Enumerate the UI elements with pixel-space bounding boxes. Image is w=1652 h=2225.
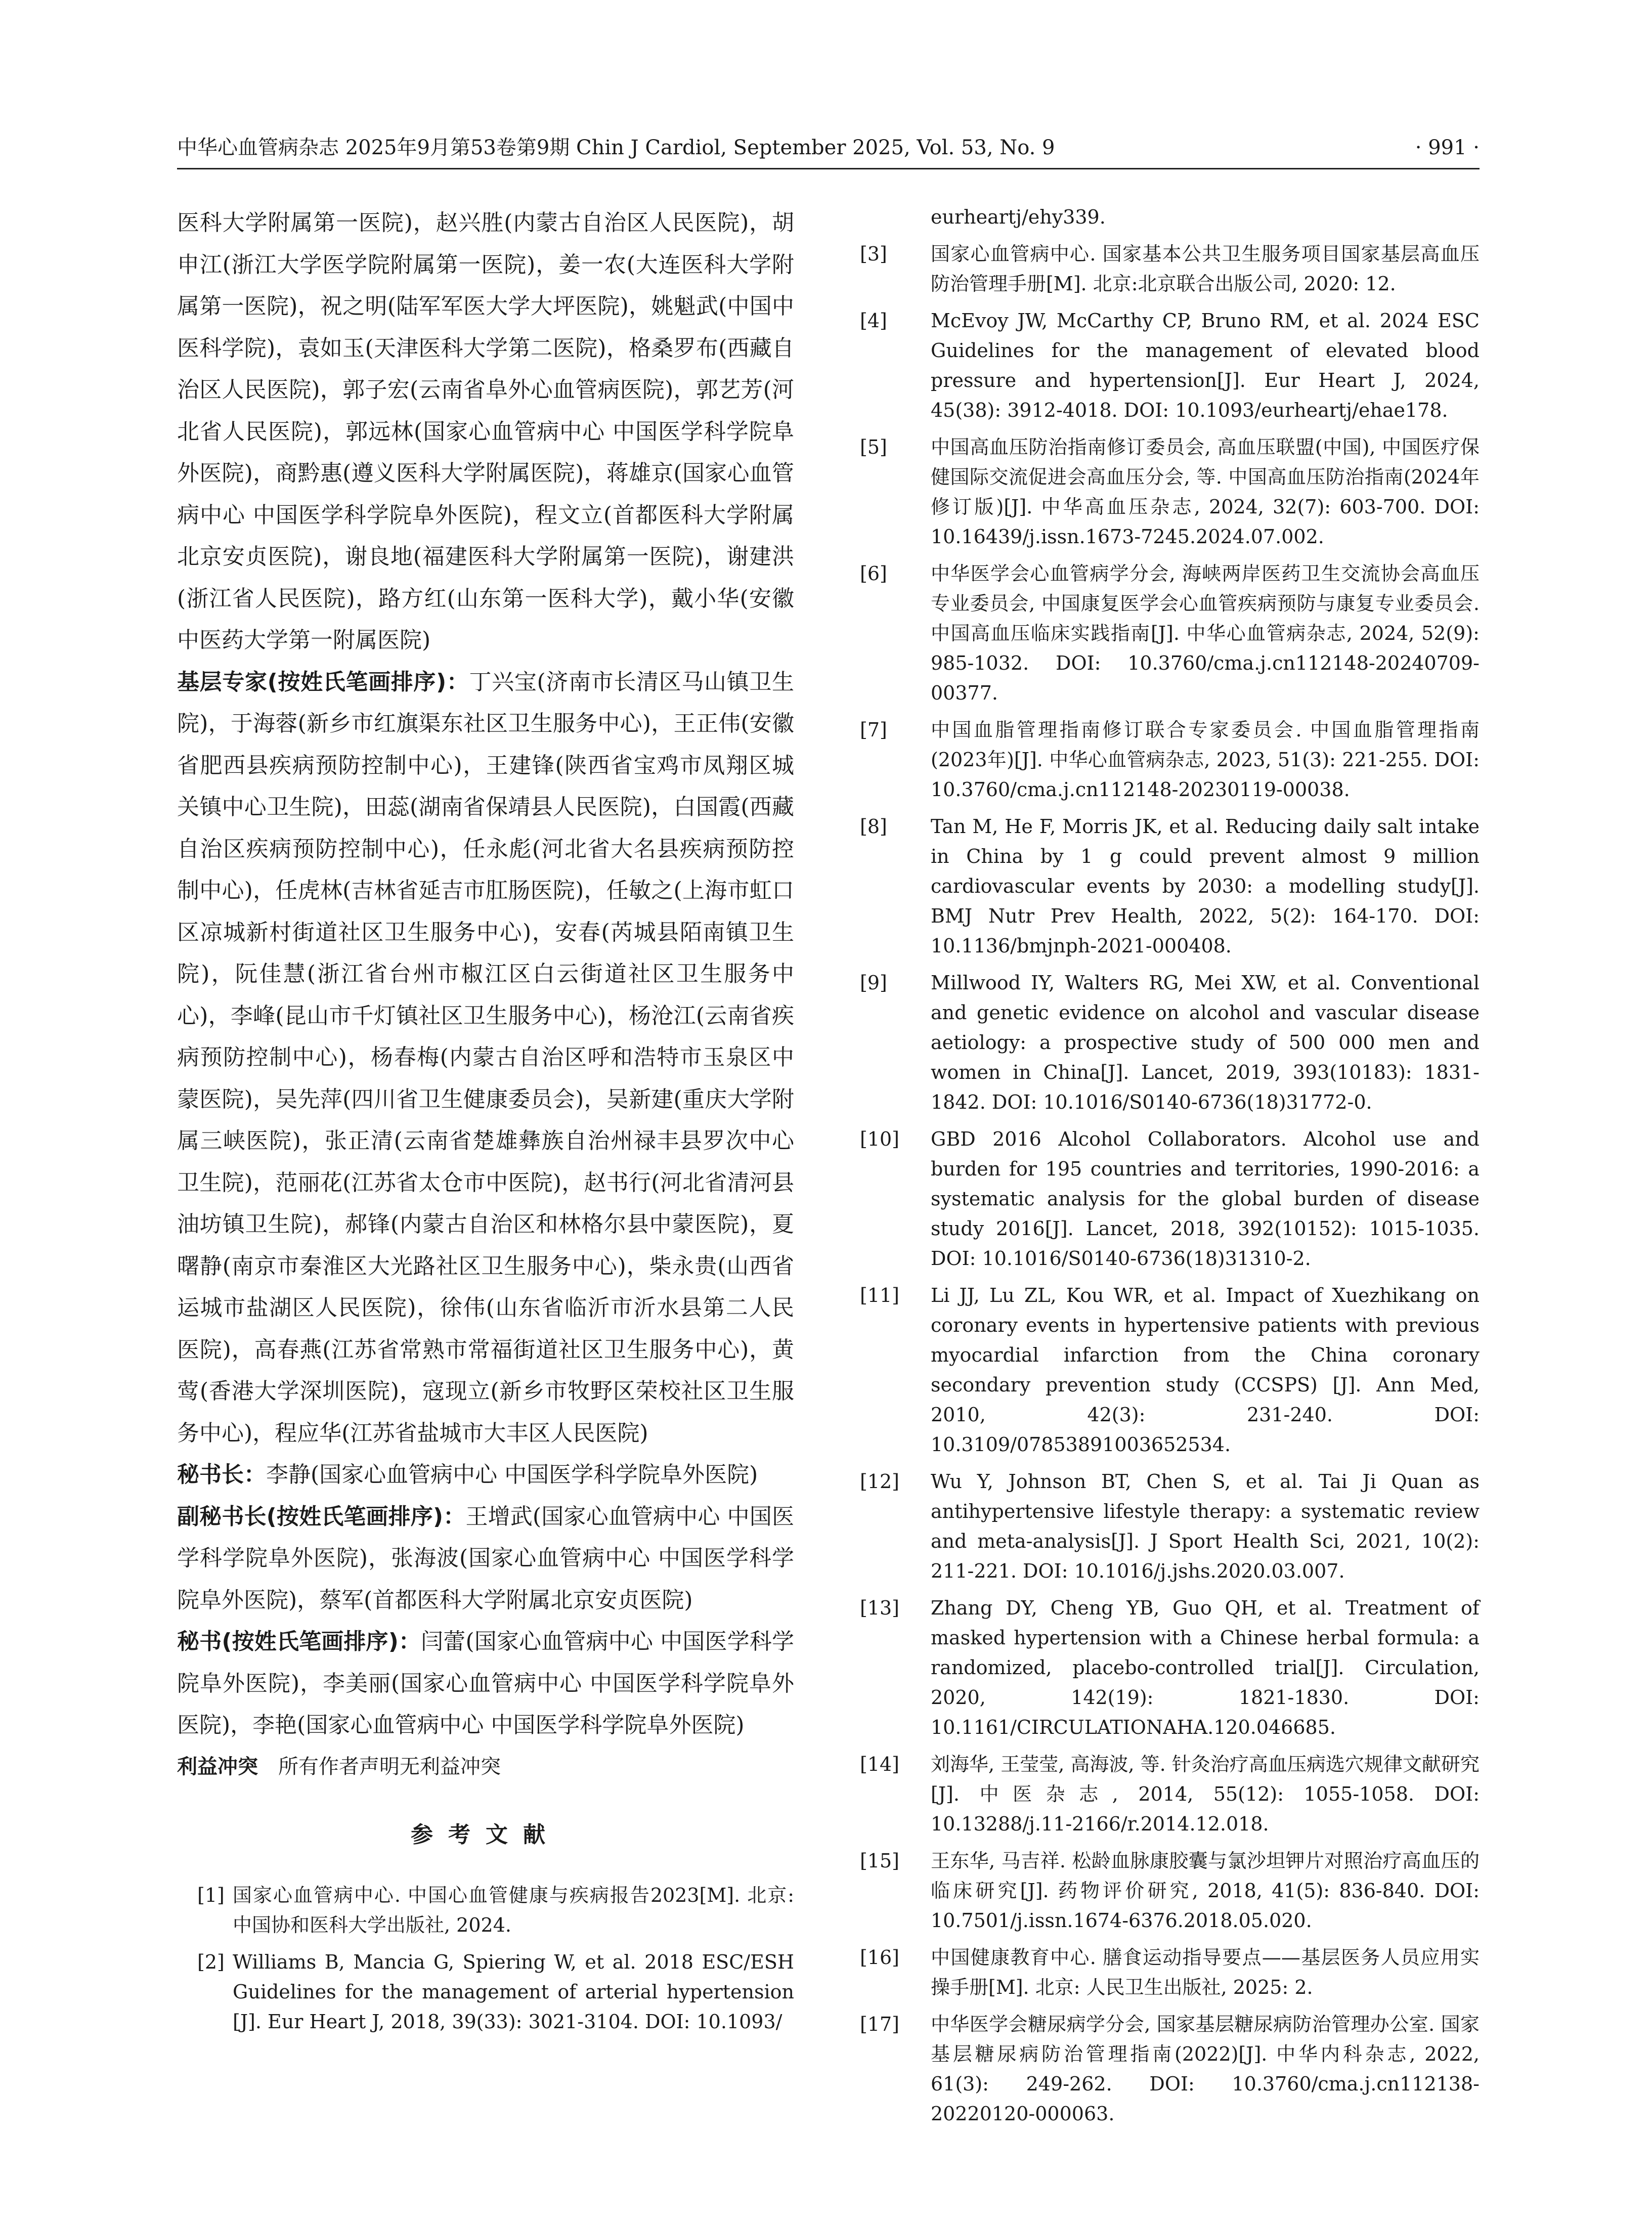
right-column (860, 202, 1480, 2136)
reference-number: [17] (860, 2013, 900, 2035)
reference-text: eurheartj/ehy339. (931, 206, 1106, 228)
reference-item (860, 239, 1480, 299)
running-header (177, 133, 1480, 163)
reference-number: [10] (860, 1128, 900, 1150)
reference-number: [4] (860, 310, 887, 332)
reference-item (177, 1947, 794, 2037)
grassroots-text: 丁兴宝(济南市长清区马山镇卫生院)，于海蓉(新乡市红旗渠东社区卫生服务中心)，王正伟(安徽省肥西县疾病预防控制中心)，王建锋(陕西省宝鸡市凤翔区城关镇中心卫生院)，田蕊(湖南省保靖县人民医院)，白国霞(西藏自治区疾病预防控制中心)，任永彪(河北省大名县疾病预防控制中心)，任虎林(吉林省延吉市肛肠医院)，任敏之(上海市虹口区凉城新村街道社区卫生服务中心)，安春(芮城县陌南镇卫生院)，阮佳慧(浙江省台州市椒江区白云街道社区卫生服务中心)，李峰(昆山市千灯镇社区卫生服务中心)，杨沧江(云南省疾病预防控制中心)，杨春梅(内蒙古自治区呼和浩特市玉泉区中蒙医院)，吴先萍(四川省卫生健康委员会)，吴新建(重庆大学附属三峡医院)，张正清(云南省楚雄彝族自治州禄丰县罗次中心卫生院)，范丽花(江苏省太仓市中医院)，赵书行(河北省清河县油坊镇卫生院)，郝锋(内蒙古自治区和林格尔县中蒙医院)，夏曙静(南京市秦淮区大光路社区卫生服务中心)，柴永贵(山西省运城市盐湖区人民医院)，徐伟(山东省临沂市沂水县第二人民医院)，高春燕(江苏省常熟市常福街道社区卫生服务中心)，黄莺(香港大学深圳医院)，寇现立(新乡市牧野区荣校社区卫生服务中心)，程应华(江苏省盐城市大丰区人民医院) (177, 669, 795, 1446)
references-title: 参考文献 (411, 1821, 560, 1848)
reference-text: 王东华, 马吉祥. 松龄血脉康胶囊与氯沙坦钾片对照治疗高血压的临床研究[J]. 药物评价研究, 2018, 41(5): 836-840. DOI: 10.7501/j.issn.1674-6376.2018.05.020. (931, 1850, 1480, 1932)
reference-number: [15] (860, 1850, 900, 1872)
reference-item (860, 1124, 1480, 1274)
reference-number: [5] (860, 436, 887, 458)
reference-number: [12] (860, 1470, 900, 1493)
secretaries (177, 1621, 794, 1747)
reference-item (860, 432, 1480, 552)
experts-continued: 医科大学附属第一医院)，赵兴胜(内蒙古自治区人民医院)，胡申江(浙江大学医学院附属第一医院)，姜一农(大连医科大学附属第一医院)，祝之明(陆军军医大学大坪医院)，姚魁武(中国中医科学院)，袁如玉(天津医科大学第二医院)，格桑罗布(西藏自治区人民医院)，郭子宏(云南省阜外心血管病医院)，郭艺芳(河北省人民医院)，郭远林(国家心血管病中心 中国医学科学院阜外医院)，商黔惠(遵义医科大学附属医院)，蒋雄京(国家心血管病中心 中国医学科学院阜外医院)，程文立(首都医科大学附属北京安贞医院)，谢良地(福建医科大学附属第一医院)，谢建洪(浙江省人民医院)，路方红(山东第一医科大学)，戴小华(安徽中医药大学第一附属医院) (177, 210, 794, 653)
reference-item (860, 1943, 1480, 2002)
reference-number: [8] (860, 815, 887, 838)
reference-text: 中国血脂管理指南修订联合专家委员会. 中国血脂管理指南(2023年)[J]. 中华心血管病杂志, 2023, 51(3): 221-255. DOI: 10.3760/cma.j.cn112148-20230119-00038. (931, 719, 1480, 801)
reference-item (860, 1281, 1480, 1460)
reference-item (860, 2010, 1480, 2129)
reference-number: [16] (860, 1946, 900, 1969)
reference-item (860, 1467, 1480, 1586)
reference-text: Millwood IY, Walters RG, Mei XW, et al. Conventional and genetic evidence on alcohol and vascular disease aetiology: a prospective study of 500 000 men and women in China[J]. Lancet, 2019, 393(10183): 1831-1842. DOI: 10.1016/S0140-6736(18)31772-0. (931, 972, 1480, 1113)
reference-number: [9] (860, 972, 887, 994)
secretary-label: 秘书(按姓氏笔画排序)： (177, 1629, 421, 1654)
reference-text: 刘海华, 王莹莹, 高海波, 等. 针灸治疗高血压病选穴规律文献研究[J]. 中医杂志, 2014, 55(12): 1055-1058. DOI: 10.13288/j.11-2166/r.2014.12.018. (931, 1753, 1480, 1835)
secretary-general-label: 秘书长： (177, 1462, 266, 1488)
grassroots-experts (177, 662, 794, 1455)
reference-number: [14] (860, 1753, 900, 1775)
reference-item (860, 968, 1480, 1117)
reference-text: 中华医学会糖尿病学分会, 国家基层糖尿病防治管理办公室. 国家基层糖尿病防治管理指南(2022)[J]. 中华内科杂志, 2022, 61(3): 249-262. DOI: 10.3760/cma.j.cn112138-20220120-000063. (931, 2013, 1480, 2125)
reference-item (860, 1750, 1480, 1839)
reference-continuation (860, 202, 1480, 232)
reference-number: [13] (860, 1597, 900, 1619)
header-rule (177, 168, 1480, 169)
deputy-secretary-general (177, 1496, 794, 1622)
reference-item (177, 1881, 794, 1940)
reference-item (860, 715, 1480, 805)
reference-number: [3] (860, 243, 887, 265)
reference-text: 中国高血压防治指南修订委员会, 高血压联盟(中国), 中国医疗保健国际交流促进会高血压分会, 等. 中国高血压防治指南(2024年修订版)[J]. 中华高血压杂志, 2024, 32(7): 603-700. DOI: 10.16439/j.issn.1673-7245.2024.07.002. (931, 436, 1480, 548)
reference-item (860, 1846, 1480, 1936)
reference-number: [11] (860, 1284, 900, 1306)
conflict-text: 所有作者声明无利益冲突 (278, 1755, 501, 1778)
page-number: · 991 · (1415, 136, 1480, 159)
reference-number: [2] (197, 1950, 225, 1973)
conflict-label: 利益冲突 (177, 1755, 258, 1778)
grassroots-label: 基层专家(按姓氏笔画排序)： (177, 669, 469, 695)
left-column (177, 202, 794, 2044)
reference-text: Wu Y, Johnson BT, Chen S, et al. Tai Ji Quan as antihypertensive lifestyle therapy: a systematic review and meta-analysis[J]. J Sport Health Sci, 2021, 10(2): 211-221. DOI: 10.1016/j.jshs.2020.03.007. (931, 1470, 1480, 1582)
reference-text: 国家心血管病中心. 国家基本公共卫生服务项目国家基层高血压防治管理手册[M]. 北京:北京联合出版公司, 2020: 12. (931, 243, 1480, 295)
reference-number: [1] (197, 1884, 225, 1906)
conflict-of-interest (177, 1747, 794, 1787)
reference-text: Zhang DY, Cheng YB, Guo QH, et al. Treatment of masked hypertension with a Chinese herbal formula: a randomized, placebo-controlled trial[J]. Circulation, 2020, 142(19): 1821-1830. DOI: 10.1161/CIRCULATIONAHA.120.046685. (931, 1597, 1480, 1738)
deputy-label: 副秘书长(按姓氏笔画排序)： (177, 1503, 466, 1530)
reference-text: McEvoy JW, McCarthy CP, Bruno RM, et al. 2024 ESC Guidelines for the management of elevated blood pressure and hypertension[J]. Eur Heart J, 2024, 45(38): 3912-4018. DOI: 10.1093/eurheartj/ehae178. (931, 310, 1480, 421)
journal-info: 中华心血管病杂志 2025年9月第53卷第9期 Chin J Cardiol, September 2025, Vol. 53, No. 9 (177, 136, 1055, 159)
reference-number: [6] (860, 562, 887, 585)
reference-text: Tan M, He F, Morris JK, et al. Reducing daily salt intake in China by 1 g could prevent almost 9 million cardiovascular events by 2030: a modelling study[J]. BMJ Nutr Prev Health, 2022, 5(2): 164-170. DOI: 10.1136/bmjnph-2021-000408. (931, 815, 1480, 957)
deputy-text: 王增武(国家心血管病中心 中国医学科学院阜外医院)，张海波(国家心血管病中心 中国医学科学院阜外医院)，蔡军(首都医科大学附属北京安贞医院) (177, 1503, 794, 1613)
secretary-general (177, 1454, 794, 1496)
reference-item (860, 559, 1480, 708)
reference-text: 中国健康教育中心. 膳食运动指导要点——基层医务人员应用实操手册[M]. 北京: 人民卫生出版社, 2025: 2. (931, 1946, 1480, 1998)
reference-text: Williams B, Mancia G, Spiering W, et al. 2018 ESC/ESH Guidelines for the management of arterial hypertension [J]. Eur Heart J, 2018, 39(33): 3021-3104. DOI: 10.1093/ (233, 1950, 794, 2033)
reference-item (860, 1593, 1480, 1742)
reference-number: [7] (860, 719, 887, 741)
reference-text: 国家心血管病中心. 中国心血管健康与疾病报告2023[M]. 北京: 中国协和医科大学出版社, 2024. (233, 1884, 794, 1936)
reference-text: 中华医学会心血管病学分会, 海峡两岸医药卫生交流协会高血压专业委员会, 中国康复医学会心血管疾病预防与康复专业委员会. 中国高血压临床实践指南[J]. 中华心血管病杂志, 2024, 52(9): 985-1032. DOI: 10.3760/cma.j.cn112148-20240709-00377. (931, 562, 1480, 704)
reference-text: Li JJ, Lu ZL, Kou WR, et al. Impact of Xuezhikang on coronary events in hypertensive patients with previous myocardial infarction from the China coronary secondary prevention study (CCSPS) [J]. Ann Med, 2010, 42(3): 231-240. DOI: 10.3109/07853891003652534. (931, 1284, 1480, 1456)
reference-item (860, 812, 1480, 961)
reference-item (860, 306, 1480, 425)
secretary-general-text: 李静(国家心血管病中心 中国医学科学院阜外医院) (266, 1462, 758, 1488)
reference-text: GBD 2016 Alcohol Collaborators. Alcohol use and burden for 195 countries and territories, 1990-2016: a systematic analysis for the global burden of disease study 2016[J]. Lancet, 2018, 392(10152): 1015-1035. DOI: 10.1016/S0140-6736(18)31310-2. (931, 1128, 1480, 1270)
secretary-text: 闫蕾(国家心血管病中心 中国医学科学院阜外医院)，李美丽(国家心血管病中心 中国医学科学院阜外医院)，李艳(国家心血管病中心 中国医学科学院阜外医院) (177, 1629, 795, 1738)
